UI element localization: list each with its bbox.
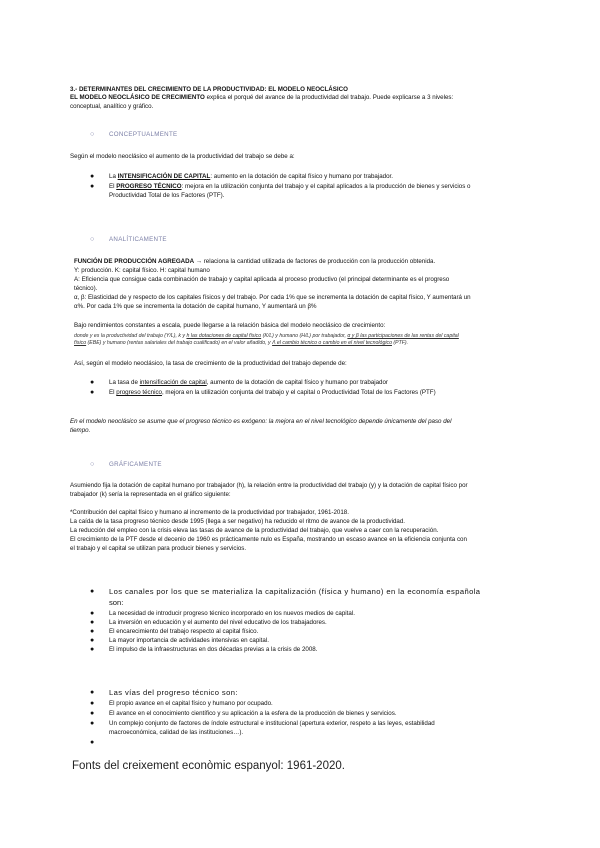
subheading-analytic: ANALÍTICAMENTE [109, 236, 167, 243]
conceptual-lead: Según el modelo neoclásico el aumento de la productividad del trabajo se debe a: [70, 153, 295, 160]
text-fragment: : mejora en la utilización conjunta del trabajo y el capital aplicados a la producción de bienes y servicios o [181, 183, 471, 190]
bullet-dot-icon: ● [90, 379, 95, 386]
text-fragment: (K/L) y humano (H/L) por trabajador, [261, 333, 348, 339]
text-fragment: : aumento en la dotación de capital físico y humano por trabajador. [210, 173, 393, 180]
intro-text: explica el porqué del avance de la productividad del trabajo. Puede explicarse a 3 niveles: [204, 94, 454, 101]
canales-title-cont: son: [109, 598, 124, 607]
list-item: El avance en el conocimiento científico y su aplicación a la esfera de la producción de bienes y servicios. [109, 710, 397, 717]
term-link-intensification: intensificación de capital [139, 379, 207, 386]
conceptual-bullet-1 [109, 173, 393, 181]
bullet-dot-icon: ● [90, 628, 95, 635]
definitions-line-1 [74, 333, 459, 340]
text-fragment: α y β las participaciones de las rentas del capital [347, 333, 459, 339]
text-fragment: Λ el cambio técnico o cambio en el nivel tecnológico [272, 340, 392, 346]
text-fragment: El [109, 389, 117, 396]
exogenous-note-line-1: En el modelo neoclásico se asume que el progreso técnico es exógeno: la mejora en el nivel tecnológico depende únicamente del paso del [70, 418, 452, 425]
text-fragment: La [109, 173, 118, 180]
canales-title: Los canales por los que se materializa la capitalización (física y humano) en la economía española [109, 587, 481, 596]
bullet-dot-icon: ● [90, 689, 95, 696]
text-fragment: El [109, 183, 117, 190]
production-function-line [74, 258, 435, 266]
bullet-dot-icon: ● [90, 739, 95, 746]
text-fragment: La tasa de [109, 379, 140, 386]
bullet-dot-icon: ● [90, 619, 95, 626]
graphic-line-6: El crecimiento de la PTF desde el decenio de 1960 es prácticamente nulo es España, mostrando un escaso avance en la eficiencia conjunta con [70, 536, 467, 543]
text-fragment: , mejora en la utilización conjunta del trabajo y el capital o Productividad Total de los Factores (PTF) [161, 389, 436, 396]
intro-model-name: EL MODELO NEOCLÁSICO DE CRECIMIENTO [70, 94, 205, 101]
list-item: La mayor importancia de actividades intensivas en capital. [109, 637, 269, 644]
efficiency-line: A: Eficiencia que consigue cada combinación de trabajo y capital aplicada al proceso productivo (el principal determinante es el progreso [74, 276, 450, 283]
text-fragment: → relaciona la cantidad utilizada de factores de producción con la producción obtenida. [194, 258, 436, 265]
graphic-line-4: La caída de la tasa progreso técnico desde 1995 (llega a ser negativo) ha reducido el ritmo de avance de la productividad. [70, 518, 406, 525]
conceptual-bullet-2 [109, 183, 470, 191]
constant-returns-line: Bajo rendimientos constantes a escala, puede llegarse a la relación básica del modelo neoclásico de crecimiento: [74, 322, 386, 329]
list-item-cont: macroeconómica, calidad de las instituciones…). [109, 729, 244, 736]
text-fragment: (EBE) y humano (rentas salariales del trabajo cualificado) en el valor añadido, y [86, 340, 273, 346]
efficiency-line-cont: técnico). [74, 285, 98, 292]
text-fragment: h las dotaciones de capital físico [186, 333, 262, 339]
term-capital-intensification: INTENSIFICACIÓN DE CAPITAL [117, 173, 211, 180]
section-title: 3.- DETERMINANTES DEL CRECIMIENTO DE LA PRODUCTIVIDAD: EL MODELO NEOCLÁSICO [70, 86, 348, 93]
elasticity-line: α, β: Elasticidad de y respecto de los capitales físicos y del trabajo. Por cada 1% que se incrementa la dotación de capital físico, Y aumentará un [74, 294, 471, 301]
text-fragment: donde y es la productividad del trabajo (Y/L), k y [74, 333, 187, 339]
bullet-dot-icon: ● [90, 610, 95, 617]
elasticity-line-cont: α%. Por cada 1% que se incrementa la dotación de capital humano, Y aumentará un β% [74, 303, 317, 310]
graphic-line-7: el trabajo y el capital se utilizan para producir bienes y servicios. [70, 545, 247, 552]
list-item: El impulso de la infraestructuras en dos décadas previas a la crisis de 2008. [109, 646, 318, 653]
bullet-dot-icon: ● [90, 646, 95, 653]
footer-caption: Fonts del creixement econòmic espanyol: 1961-2020. [72, 760, 345, 772]
definitions-line-2 [74, 340, 408, 347]
bullet-dot-icon: ● [90, 183, 95, 190]
list-item: Un complejo conjunto de factores de índole estructural e institucional (apertura exterior, respeto a las leyes, estabilidad [109, 720, 435, 727]
bullet-dot-icon: ● [90, 720, 95, 727]
text-fragment: físico [74, 340, 87, 346]
bullet-circle-icon: ○ [90, 131, 95, 138]
list-item: La inversión en educación y el aumento del nivel educativo de los trabajadores. [109, 619, 327, 626]
list-item: El encarecimiento del trabajo respecto al capital físico. [109, 628, 259, 635]
intro-line-2: conceptual, analítico y gráfico. [70, 103, 154, 110]
bullet-circle-icon: ○ [90, 461, 95, 468]
list-item: La necesidad de introducir progreso técnico incorporado en los nuevos medios de capital. [109, 610, 355, 617]
intro-line-1 [70, 94, 453, 102]
bullet-circle-icon: ○ [90, 236, 95, 243]
graphic-line-1: Asumiendo fija la dotación de capital humano por trabajador (h), la relación entre la productividad del trabajo (y) y la dotación de capital físico por [70, 482, 468, 489]
exogenous-note-line-2: tiempo. [70, 427, 91, 434]
term-technical-progress: PROGRESO TÉCNICO [116, 183, 182, 190]
bullet-dot-icon: ● [90, 637, 95, 644]
term-link-progress: progreso técnico [116, 389, 162, 396]
text-fragment: (PTF). [391, 340, 409, 346]
text-fragment: , aumento de la dotación de capital físico y humano por trabajador [206, 379, 388, 386]
graphic-line-5: La reducción del empleo con la crisis eleva las tasas de avance de la productividad del trabajo, que vuelve a caer con la recuperación. [70, 527, 439, 534]
bullet-dot-icon: ● [90, 588, 95, 595]
analytic-bullet-1 [109, 379, 388, 387]
graphic-line-2: trabajador (k) sería la representada en el gráfico siguiente: [70, 491, 231, 498]
bullet-dot-icon: ● [90, 389, 95, 396]
term-production-function: FUNCIÓN DE PRODUCCIÓN AGREGADA [74, 258, 195, 265]
bullet-dot-icon: ● [90, 173, 95, 180]
subheading-graphic: GRÁFICAMENTE [109, 461, 162, 468]
vias-title: Las vías del progreso técnico son: [109, 688, 238, 697]
variables-line: Y: producción. K: capital físico. H: capital humano [74, 267, 210, 274]
bullet-dot-icon: ● [90, 710, 95, 717]
analytic-bullet-2 [109, 389, 436, 397]
list-item: El propio avance en el capital físico y humano por ocupado. [109, 700, 273, 707]
graphic-line-3: *Contribución del capital físico y humano al incremento de la productividad por trabajador, 1961-2018. [70, 509, 349, 516]
conceptual-bullet-2-cont: Productividad Total de los Factores (PTF). [109, 192, 225, 199]
subheading-conceptual: CONCEPTUALMENTE [109, 131, 178, 138]
growth-rate-lead: Así, según el modelo neoclásico, la tasa de crecimiento de la productividad del trabajo depende de: [74, 360, 347, 367]
bullet-dot-icon: ● [90, 700, 95, 707]
